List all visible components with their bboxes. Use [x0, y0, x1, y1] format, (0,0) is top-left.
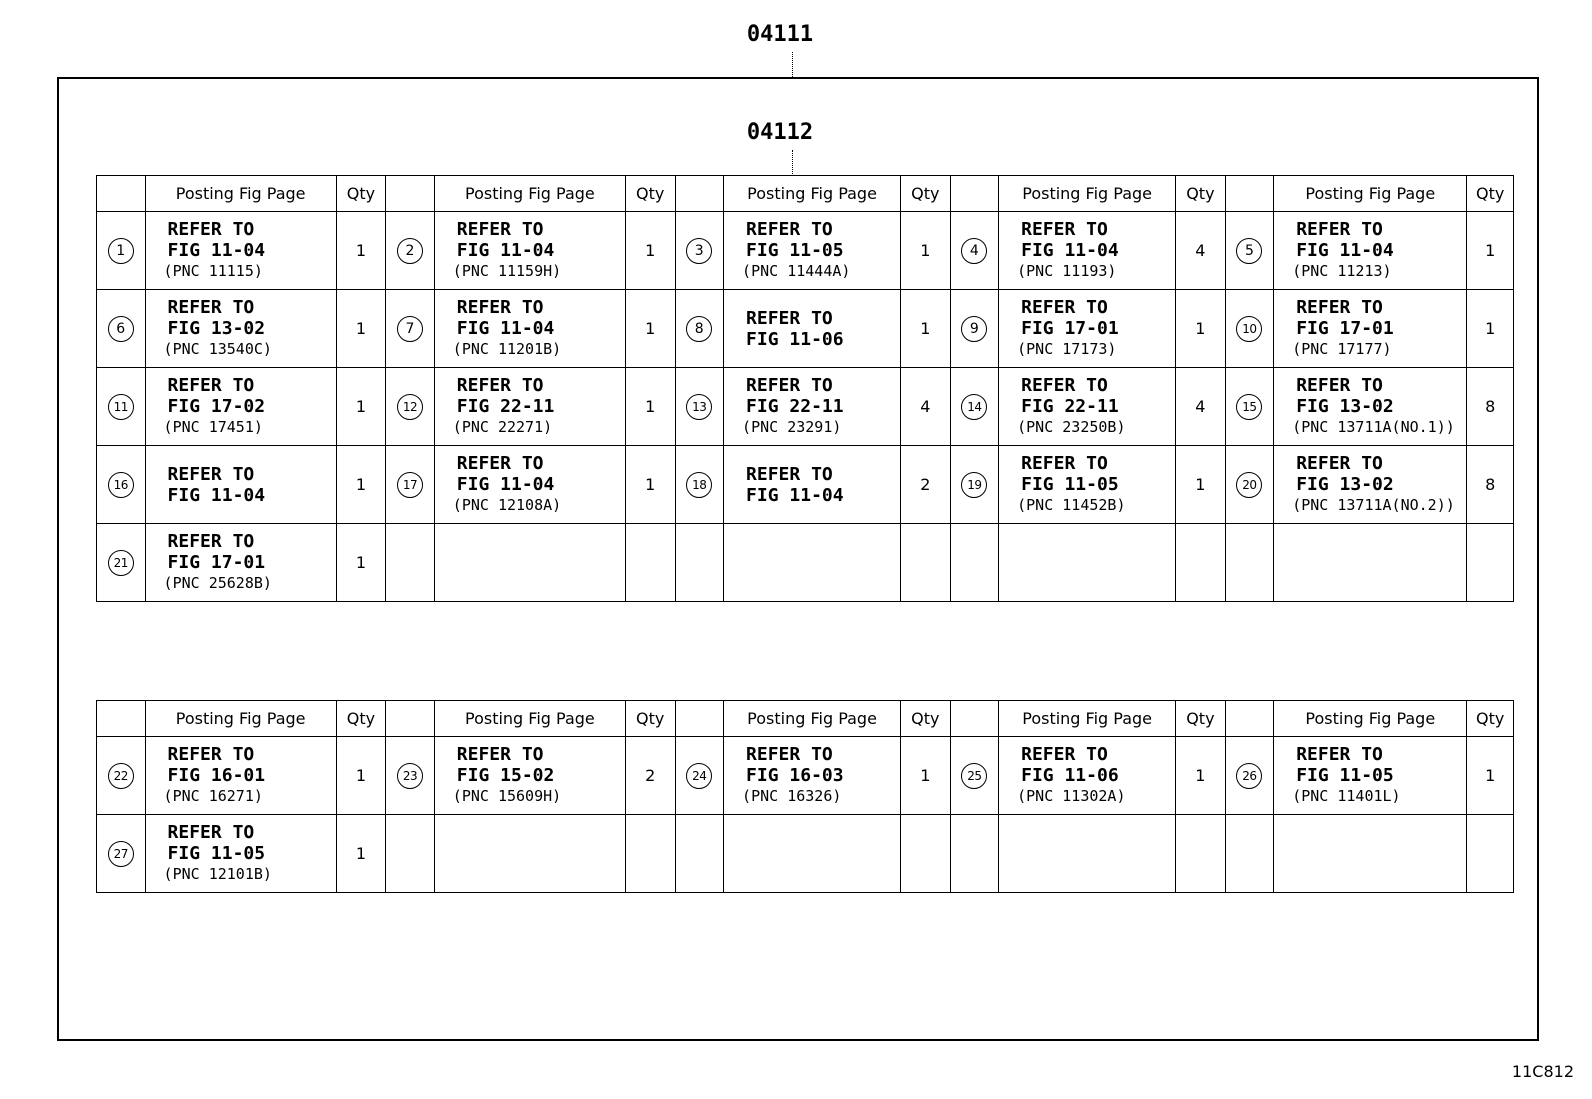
quantity-cell: [1467, 815, 1514, 893]
item-number-cell: [950, 212, 999, 290]
pnc-reference: (PNC 11201B): [452, 340, 562, 358]
item-number-cell: [950, 446, 999, 524]
pnc-reference: (PNC 15609H): [452, 787, 562, 805]
quantity-cell: 1: [625, 212, 675, 290]
quantity-cell: [1176, 524, 1226, 602]
item-number-cell: [386, 368, 435, 446]
item-number-cell: [1225, 524, 1274, 602]
header-posting-fig-page: Posting Fig Page: [145, 701, 336, 737]
pnc-reference: (PNC 11444A): [742, 262, 851, 280]
circled-item-number: 25: [961, 763, 987, 789]
pnc-reference: (PNC 16271): [163, 787, 263, 805]
leader-line-top: [792, 52, 793, 77]
table-header-row: [97, 176, 1514, 212]
refer-to-label: REFER TO: [167, 463, 255, 485]
quantity-cell: 1: [1176, 737, 1226, 815]
reference-cell: [145, 446, 336, 524]
quantity-cell: 4: [901, 368, 951, 446]
item-number-cell: [950, 737, 999, 815]
fig-page-reference: FIG 11-06: [746, 328, 844, 350]
fig-page-reference: FIG 17-02: [167, 396, 266, 417]
fig-page-reference: FIG 22-11: [1021, 396, 1119, 417]
pnc-reference: (PNC 11302A): [1017, 787, 1126, 805]
header-qty: Qty: [625, 176, 675, 212]
circled-item-number: 10: [1236, 316, 1262, 342]
reference-cell: [1274, 815, 1467, 893]
circled-item-number: 26: [1236, 763, 1262, 789]
pnc-reference: (PNC 11115): [163, 262, 263, 280]
header-posting-fig-page: Posting Fig Page: [999, 701, 1176, 737]
header-qty: Qty: [1176, 701, 1226, 737]
circled-item-number: 16: [108, 472, 134, 498]
header-number-cell: [675, 176, 724, 212]
circled-item-number: 20: [1236, 472, 1262, 498]
reference-cell: [999, 815, 1176, 893]
reference-cell: [1274, 368, 1467, 446]
header-qty: Qty: [901, 701, 951, 737]
item-number-cell: [950, 524, 999, 602]
item-number-cell: [1225, 290, 1274, 368]
leader-line-group: [792, 150, 793, 174]
item-number-cell: [386, 290, 435, 368]
quantity-cell: 1: [1176, 446, 1226, 524]
header-number-cell: [675, 701, 724, 737]
circled-item-number: 27: [108, 841, 134, 867]
header-posting-fig-page: Posting Fig Page: [724, 176, 901, 212]
circled-item-number: 2: [397, 238, 423, 264]
item-number-cell: [1225, 212, 1274, 290]
header-qty: Qty: [1467, 701, 1514, 737]
group-code-04112: 04112: [746, 120, 814, 145]
reference-cell: [145, 212, 336, 290]
table-row: [97, 290, 1514, 368]
table-row: [97, 446, 1514, 524]
fig-page-reference: FIG 17-01: [1021, 318, 1119, 339]
item-number-cell: [675, 368, 724, 446]
reference-cell: [145, 737, 336, 815]
refer-to-label: REFER TO: [746, 375, 833, 396]
refer-to-label: REFER TO: [1296, 219, 1383, 240]
refer-to-label: REFER TO: [746, 463, 833, 485]
table-row: [97, 737, 1514, 815]
refer-to-label: REFER TO: [167, 531, 255, 552]
item-number-cell: [386, 524, 435, 602]
refer-to-label: REFER TO: [456, 744, 544, 765]
quantity-cell: 1: [901, 212, 951, 290]
circled-item-number: 23: [397, 763, 423, 789]
fig-page-reference: FIG 22-11: [456, 396, 555, 417]
reference-cell: [434, 212, 625, 290]
header-qty: Qty: [1176, 176, 1226, 212]
circled-item-number: 21: [108, 550, 134, 576]
refer-to-label: REFER TO: [1296, 453, 1383, 474]
pnc-reference: (PNC 16326): [742, 787, 842, 805]
quantity-cell: 2: [625, 737, 675, 815]
refer-to-label: REFER TO: [746, 744, 833, 765]
pnc-reference: (PNC 11159H): [452, 262, 562, 280]
circled-item-number: 6: [108, 316, 134, 342]
fig-page-reference: FIG 15-02: [456, 765, 555, 786]
quantity-cell: 1: [1467, 290, 1514, 368]
header-posting-fig-page: Posting Fig Page: [724, 701, 901, 737]
quantity-cell: [625, 524, 675, 602]
item-number-cell: [1225, 368, 1274, 446]
header-number-cell: [386, 176, 435, 212]
quantity-cell: [625, 815, 675, 893]
pnc-reference: (PNC 13540C): [163, 340, 272, 358]
refer-to-label: REFER TO: [1296, 375, 1383, 396]
reference-cell: [145, 524, 336, 602]
reference-cell: [999, 446, 1176, 524]
item-number-cell: [97, 524, 146, 602]
item-number-cell: [1225, 446, 1274, 524]
refer-to-label: REFER TO: [456, 219, 544, 240]
header-number-cell: [1225, 176, 1274, 212]
fig-page-reference: FIG 16-03: [746, 765, 844, 786]
item-number-cell: [386, 446, 435, 524]
quantity-cell: [1467, 524, 1514, 602]
fig-page-reference: FIG 11-04: [1296, 240, 1394, 261]
refer-to-label: REFER TO: [1296, 297, 1383, 318]
item-number-cell: [1225, 815, 1274, 893]
item-number-cell: [1225, 737, 1274, 815]
fig-page-reference: FIG 11-06: [1021, 765, 1119, 786]
item-number-cell: [675, 212, 724, 290]
reference-cell: [724, 212, 901, 290]
table-row: [97, 212, 1514, 290]
item-number-cell: [97, 815, 146, 893]
reference-cell: [999, 212, 1176, 290]
quantity-cell: 4: [1176, 368, 1226, 446]
pnc-reference: (PNC 23250B): [1017, 418, 1126, 436]
reference-cell: [724, 368, 901, 446]
reference-cell: [434, 524, 625, 602]
item-number-cell: [386, 815, 435, 893]
item-number-cell: [386, 737, 435, 815]
quantity-cell: 1: [336, 815, 386, 893]
refer-to-label: REFER TO: [1021, 744, 1108, 765]
fig-page-reference: FIG 17-01: [1296, 318, 1394, 339]
circled-item-number: 8: [686, 316, 712, 342]
reference-cell: [1274, 737, 1467, 815]
header-qty: Qty: [901, 176, 951, 212]
fig-page-reference: FIG 11-04: [456, 318, 555, 339]
circled-item-number: 14: [961, 394, 987, 420]
refer-to-label: REFER TO: [456, 297, 544, 318]
pnc-reference: (PNC 12108A): [452, 496, 562, 514]
figure-code: 11C812: [1511, 1062, 1574, 1081]
fig-page-reference: FIG 11-04: [456, 474, 555, 495]
quantity-cell: 1: [901, 737, 951, 815]
fig-page-reference: FIG 16-01: [167, 765, 266, 786]
pnc-reference: (PNC 17173): [1017, 340, 1117, 358]
quantity-cell: 1: [625, 446, 675, 524]
pnc-reference: (PNC 17177): [1292, 340, 1392, 358]
quantity-cell: 4: [1176, 212, 1226, 290]
header-number-cell: [97, 701, 146, 737]
refer-to-label: REFER TO: [1021, 297, 1108, 318]
circled-item-number: 3: [686, 238, 712, 264]
refer-to-label: REFER TO: [456, 453, 544, 474]
refer-to-label: REFER TO: [456, 375, 544, 396]
quantity-cell: 1: [1176, 290, 1226, 368]
item-number-cell: [950, 815, 999, 893]
table-row: [97, 368, 1514, 446]
fig-page-reference: FIG 13-02: [167, 318, 266, 339]
circled-item-number: 18: [686, 472, 712, 498]
item-number-cell: [675, 446, 724, 524]
quantity-cell: 1: [336, 290, 386, 368]
pnc-reference: (PNC 12101B): [163, 865, 272, 883]
refer-to-label: REFER TO: [746, 307, 833, 329]
header-posting-fig-page: Posting Fig Page: [999, 176, 1176, 212]
reference-cell: [724, 737, 901, 815]
reference-cell: [434, 815, 625, 893]
reference-cell: [434, 290, 625, 368]
reference-cell: [1274, 524, 1467, 602]
quantity-cell: 1: [1467, 212, 1514, 290]
fig-page-reference: FIG 11-04: [456, 240, 555, 261]
header-number-cell: [950, 701, 999, 737]
quantity-cell: 1: [336, 212, 386, 290]
item-number-cell: [950, 368, 999, 446]
fig-page-reference: FIG 22-11: [746, 396, 844, 417]
quantity-cell: [1176, 815, 1226, 893]
circled-item-number: 11: [108, 394, 134, 420]
reference-cell: [145, 815, 336, 893]
pnc-reference: (PNC 25628B): [163, 574, 272, 592]
reference-cell: [434, 446, 625, 524]
header-posting-fig-page: Posting Fig Page: [434, 176, 625, 212]
item-number-cell: [386, 212, 435, 290]
header-number-cell: [1225, 701, 1274, 737]
fig-page-reference: FIG 11-04: [167, 240, 266, 261]
refer-to-label: REFER TO: [167, 297, 255, 318]
item-number-cell: [950, 290, 999, 368]
quantity-cell: 1: [625, 290, 675, 368]
pnc-reference: (PNC 11401L): [1292, 787, 1401, 805]
refer-to-label: REFER TO: [167, 744, 255, 765]
reference-cell: [1274, 212, 1467, 290]
fig-page-reference: FIG 17-01: [167, 552, 266, 573]
quantity-cell: 2: [901, 446, 951, 524]
reference-cell: [434, 737, 625, 815]
pnc-reference: (PNC 11452B): [1017, 496, 1126, 514]
header-qty: Qty: [336, 176, 386, 212]
circled-item-number: 9: [961, 316, 987, 342]
fig-page-reference: FIG 11-04: [1021, 240, 1119, 261]
refer-to-label: REFER TO: [1021, 219, 1108, 240]
table-row: [97, 815, 1514, 893]
fig-page-reference: FIG 11-04: [167, 484, 266, 506]
fig-page-reference: FIG 13-02: [1296, 396, 1394, 417]
quantity-cell: 8: [1467, 368, 1514, 446]
table-header-row: [97, 701, 1514, 737]
fig-page-reference: FIG 11-05: [1021, 474, 1119, 495]
header-qty: Qty: [625, 701, 675, 737]
reference-cell: [724, 290, 901, 368]
circled-item-number: 12: [397, 394, 423, 420]
reference-cell: [724, 524, 901, 602]
quantity-cell: 8: [1467, 446, 1514, 524]
item-number-cell: [97, 212, 146, 290]
circled-item-number: 4: [961, 238, 987, 264]
item-number-cell: [97, 737, 146, 815]
pnc-reference: (PNC 23291): [742, 418, 842, 436]
reference-cell: [1274, 446, 1467, 524]
item-number-cell: [97, 368, 146, 446]
reference-cell: [145, 368, 336, 446]
reference-cell: [724, 815, 901, 893]
header-number-cell: [386, 701, 435, 737]
quantity-cell: 1: [336, 524, 386, 602]
quantity-cell: 1: [901, 290, 951, 368]
reference-cell: [999, 524, 1176, 602]
circled-item-number: 22: [108, 763, 134, 789]
reference-cell: [999, 368, 1176, 446]
circled-item-number: 19: [961, 472, 987, 498]
refer-to-label: REFER TO: [746, 219, 833, 240]
parts-reference-table-2: [96, 700, 1514, 893]
reference-cell: [145, 290, 336, 368]
circled-item-number: 1: [108, 238, 134, 264]
pnc-reference: (PNC 11193): [1017, 262, 1117, 280]
header-posting-fig-page: Posting Fig Page: [1274, 176, 1467, 212]
reference-cell: [999, 737, 1176, 815]
fig-page-reference: FIG 11-05: [746, 240, 844, 261]
header-posting-fig-page: Posting Fig Page: [434, 701, 625, 737]
pnc-reference: (PNC 17451): [163, 418, 263, 436]
assembly-code-04111: 04111: [746, 22, 814, 47]
table-row: [97, 524, 1514, 602]
circled-item-number: 24: [686, 763, 712, 789]
header-posting-fig-page: Posting Fig Page: [145, 176, 336, 212]
refer-to-label: REFER TO: [1296, 744, 1383, 765]
circled-item-number: 13: [686, 394, 712, 420]
reference-cell: [434, 368, 625, 446]
header-qty: Qty: [336, 701, 386, 737]
circled-item-number: 7: [397, 316, 423, 342]
refer-to-label: REFER TO: [167, 375, 255, 396]
item-number-cell: [97, 290, 146, 368]
circled-item-number: 15: [1236, 394, 1262, 420]
header-posting-fig-page: Posting Fig Page: [1274, 701, 1467, 737]
item-number-cell: [675, 524, 724, 602]
pnc-reference: (PNC 11213): [1292, 262, 1392, 280]
item-number-cell: [97, 446, 146, 524]
quantity-cell: [901, 524, 951, 602]
pnc-reference: (PNC 13711A(NO.1)): [1292, 418, 1455, 436]
refer-to-label: REFER TO: [167, 219, 255, 240]
quantity-cell: 1: [336, 446, 386, 524]
pnc-reference: (PNC 22271): [452, 418, 553, 436]
fig-page-reference: FIG 13-02: [1296, 474, 1394, 495]
refer-to-label: REFER TO: [1021, 453, 1108, 474]
header-number-cell: [950, 176, 999, 212]
quantity-cell: 1: [336, 737, 386, 815]
fig-page-reference: FIG 11-05: [1296, 765, 1394, 786]
refer-to-label: REFER TO: [1021, 375, 1108, 396]
pnc-reference: (PNC 13711A(NO.2)): [1292, 496, 1455, 514]
fig-page-reference: FIG 11-05: [167, 843, 266, 864]
item-number-cell: [675, 815, 724, 893]
header-qty: Qty: [1467, 176, 1514, 212]
reference-cell: [1274, 290, 1467, 368]
header-number-cell: [97, 176, 146, 212]
parts-reference-table-1: [96, 175, 1514, 602]
fig-page-reference: FIG 11-04: [746, 484, 844, 506]
item-number-cell: [675, 290, 724, 368]
reference-cell: [724, 446, 901, 524]
reference-cell: [999, 290, 1176, 368]
circled-item-number: 17: [397, 472, 423, 498]
quantity-cell: 1: [336, 368, 386, 446]
refer-to-label: REFER TO: [167, 822, 255, 843]
quantity-cell: 1: [625, 368, 675, 446]
circled-item-number: 5: [1236, 238, 1262, 264]
quantity-cell: [901, 815, 951, 893]
item-number-cell: [675, 737, 724, 815]
quantity-cell: 1: [1467, 737, 1514, 815]
